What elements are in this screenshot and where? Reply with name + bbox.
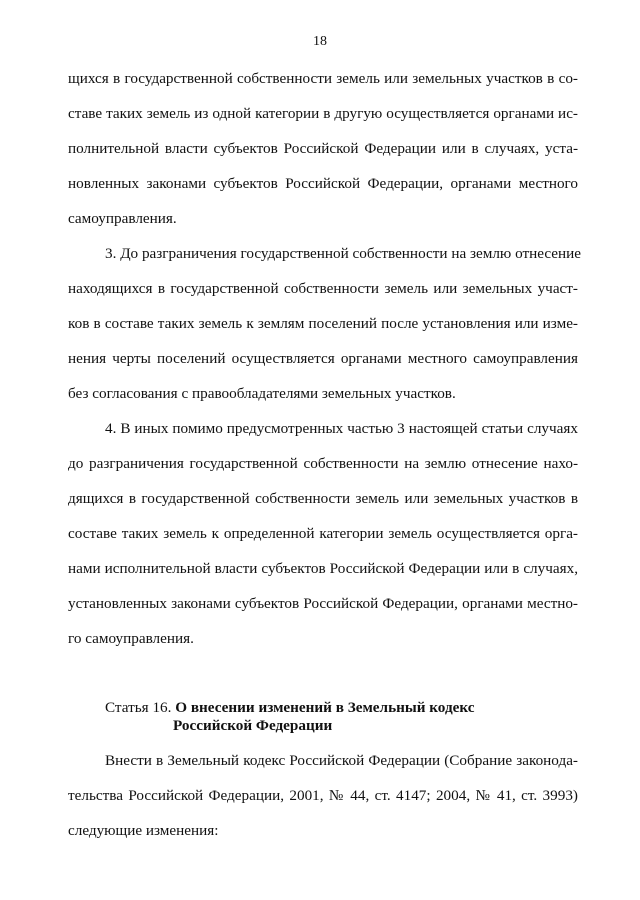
text-line: щихся в государственной собственности земель или земельных участков в со- <box>68 70 578 87</box>
text-line: новленных законами субъектов Российской Федерации, органами местного <box>68 175 578 192</box>
text-line: без согласования с правообладателями земельных участков. <box>68 385 456 402</box>
text-line: полнительной власти субъектов Российской Федерации или в случаях, уста- <box>68 140 578 157</box>
article-heading-continued <box>173 717 332 735</box>
text-line: установленных законами субъектов Российской Федерации, органами местно- <box>68 595 578 612</box>
article-title-line2: Российской Федерации <box>173 717 333 734</box>
article-title-line1: О внесении изменений в Земельный кодекс <box>175 699 475 716</box>
text-line: 3. До разграничения государственной собственности на землю отнесение <box>105 245 582 262</box>
text-line: составе таких земель к определенной категории земель осуществляется орга- <box>68 525 578 542</box>
text-line: ставе таких земель из одной категории в другую осуществляется органами ис- <box>68 105 578 122</box>
text-line: нения черты поселений осуществляется органами местного самоуправления <box>68 350 578 367</box>
article-heading <box>105 699 475 717</box>
text-line: тельства Российской Федерации, 2001, № 44, ст. 4147; 2004, № 41, ст. 3993) <box>68 787 578 804</box>
text-line: го самоуправления. <box>68 630 194 647</box>
page-number: 18 <box>313 34 327 49</box>
text-line: нами исполнительной власти субъектов Российской Федерации или в случаях, <box>68 560 578 577</box>
text-line: самоуправления. <box>68 210 177 227</box>
text-line: 4. В иных помимо предусмотренных частью 3 настоящей статьи случаях <box>105 420 578 437</box>
text-line: находящихся в государственной собственности земель или земельных участ- <box>68 280 578 297</box>
text-line: дящихся в государственной собственности земель или земельных участков в <box>68 490 578 507</box>
text-line: ков в составе таких земель к землям поселений после установления или изме- <box>68 315 578 332</box>
text-line: Внести в Земельный кодекс Российской Федерации (Собрание законода- <box>105 752 578 769</box>
text-line: следующие изменения: <box>68 822 219 839</box>
article-label: Статья 16. <box>105 699 172 716</box>
text-line: до разграничения государственной собственности на землю отнесение нахо- <box>68 455 578 472</box>
